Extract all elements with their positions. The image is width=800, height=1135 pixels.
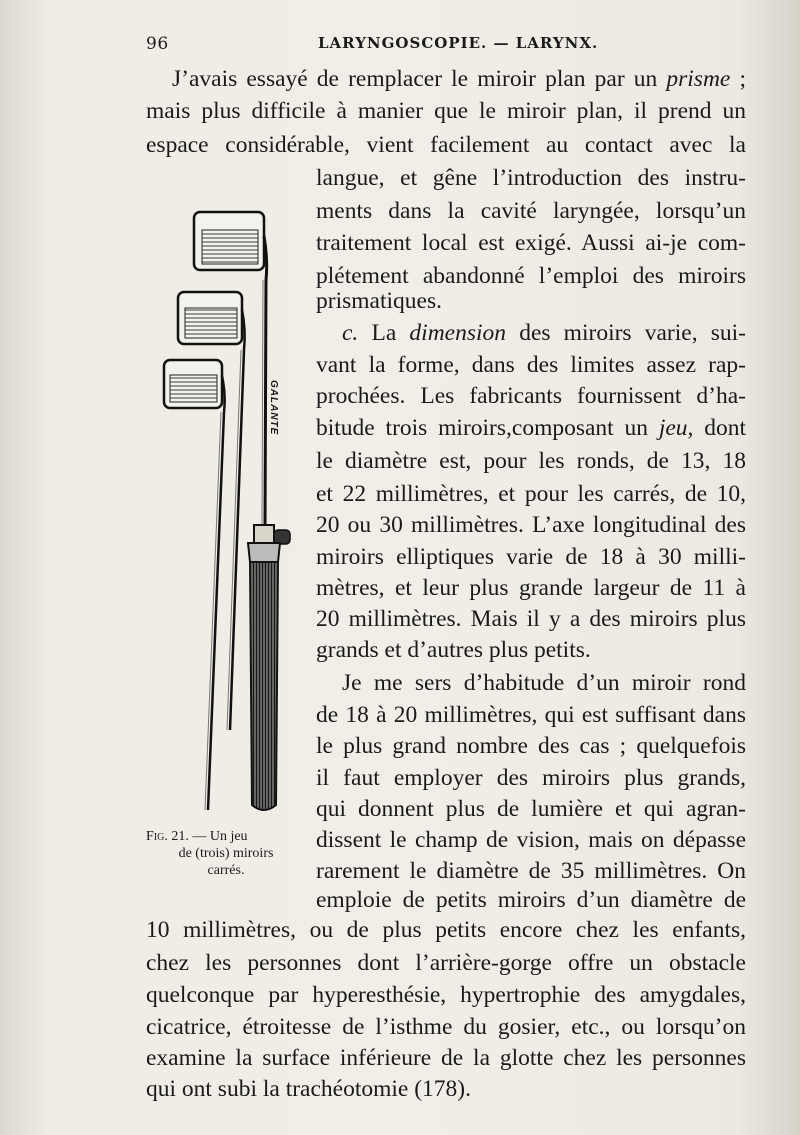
text-line-26: rarement le diamètre de 35 millimètres. On [316, 858, 746, 884]
text-line-15: 20 ou 30 millimètres. L’axe longitudinal des [316, 512, 746, 538]
caption-line-1: — Un jeu [192, 829, 248, 844]
text-line-22: le plus grand nombre des cas ; quelquefois [316, 733, 746, 759]
text-line-32: examine la surface inférieure de la glotte chez les personnes [146, 1045, 746, 1071]
text-line-4: langue, et gêne l’introduction des instru- [316, 165, 746, 191]
text-line-20: Je me sers d’habitude d’un miroir rond [342, 670, 746, 696]
running-title: LARYNGOSCOPIE. — LARYNX. [318, 34, 599, 52]
page-number: 96 [146, 34, 169, 54]
text-line-23: il faut employer des miroirs plus grands, [316, 765, 746, 791]
text-line-7: plétement abandonné l’emploi des miroirs [316, 263, 746, 289]
text-line-33: qui ont subi la trachéotomie (178). [146, 1076, 472, 1102]
mirror-handle [248, 525, 290, 810]
text-line-8: prismatiques. [316, 288, 442, 314]
text-line-19: grands et d’autres plus petits. [316, 637, 591, 663]
mirror-set-drawing [150, 200, 310, 840]
figure-label: Fig. 21. [146, 829, 189, 844]
caption-line-3: carrés. [207, 863, 245, 878]
text-line-24: qui donnent plus de lumière et qui agran- [316, 796, 746, 822]
text-line-21: de 18 à 20 millimètres, qui est suffisant dans [316, 702, 746, 728]
text-line-18: 20 millimètres. Mais il y a des miroirs plus [316, 606, 746, 632]
text-line-13: le diamètre est, pour les ronds, de 13, 18 [316, 448, 746, 474]
text-line-9: c. La dimension des miroirs varie, sui- [342, 320, 746, 346]
text-line-6: traitement local est exigé. Aussi ai-je com- [316, 230, 746, 256]
text-line-14: et 22 millimètres, et pour les carrés, de 10, [316, 481, 746, 507]
figure-caption [146, 828, 306, 879]
text-line-27: emploie de petits miroirs d’un diamètre de [316, 887, 746, 913]
text-line-31: cicatrice, étroitesse de l’isthme du gosier, etc., ou lorsqu’on [146, 1014, 746, 1040]
text-line-17: mètres, et leur plus grande largeur de 11 à [316, 575, 746, 601]
text-line-2: mais plus difficile à manier que le miroir plan, il prend un [146, 98, 746, 124]
text-line-10: vant la forme, dans des limites assez rap- [316, 352, 746, 378]
page-header [146, 34, 730, 58]
maker-mark-galante: GALANTE [268, 380, 279, 436]
laryngoscope-mirrors-illustration [150, 200, 310, 840]
text-line-25: dissent le champ de vision, mais on dépasse [316, 827, 746, 853]
small-square-mirror [164, 360, 225, 810]
text-line-16: miroirs elliptiques varie de 18 à 30 milli- [316, 544, 746, 570]
text-line-30: quelconque par hyperesthésie, hypertrophie des amygdales, [146, 982, 746, 1008]
caption-line-2: de (trois) miroirs [178, 846, 274, 861]
text-line-5: ments dans la cavité laryngée, lorsqu’un [316, 198, 746, 224]
text-line-11: prochées. Les fabricants fournissent d’ha- [316, 383, 746, 409]
text-line-29: chez les personnes dont l’arrière-gorge offre un obstacle [146, 950, 746, 976]
text-line-12: bitude trois miroirs,composant un jeu, dont [316, 415, 747, 441]
text-line-28: 10 millimètres, ou de plus petits encore chez les enfants, [146, 917, 746, 943]
text-line-3: espace considérable, vient facilement au contact avec la [146, 132, 746, 158]
text-line-1: J’avais essayé de remplacer le miroir plan par un prisme ; [172, 66, 746, 92]
